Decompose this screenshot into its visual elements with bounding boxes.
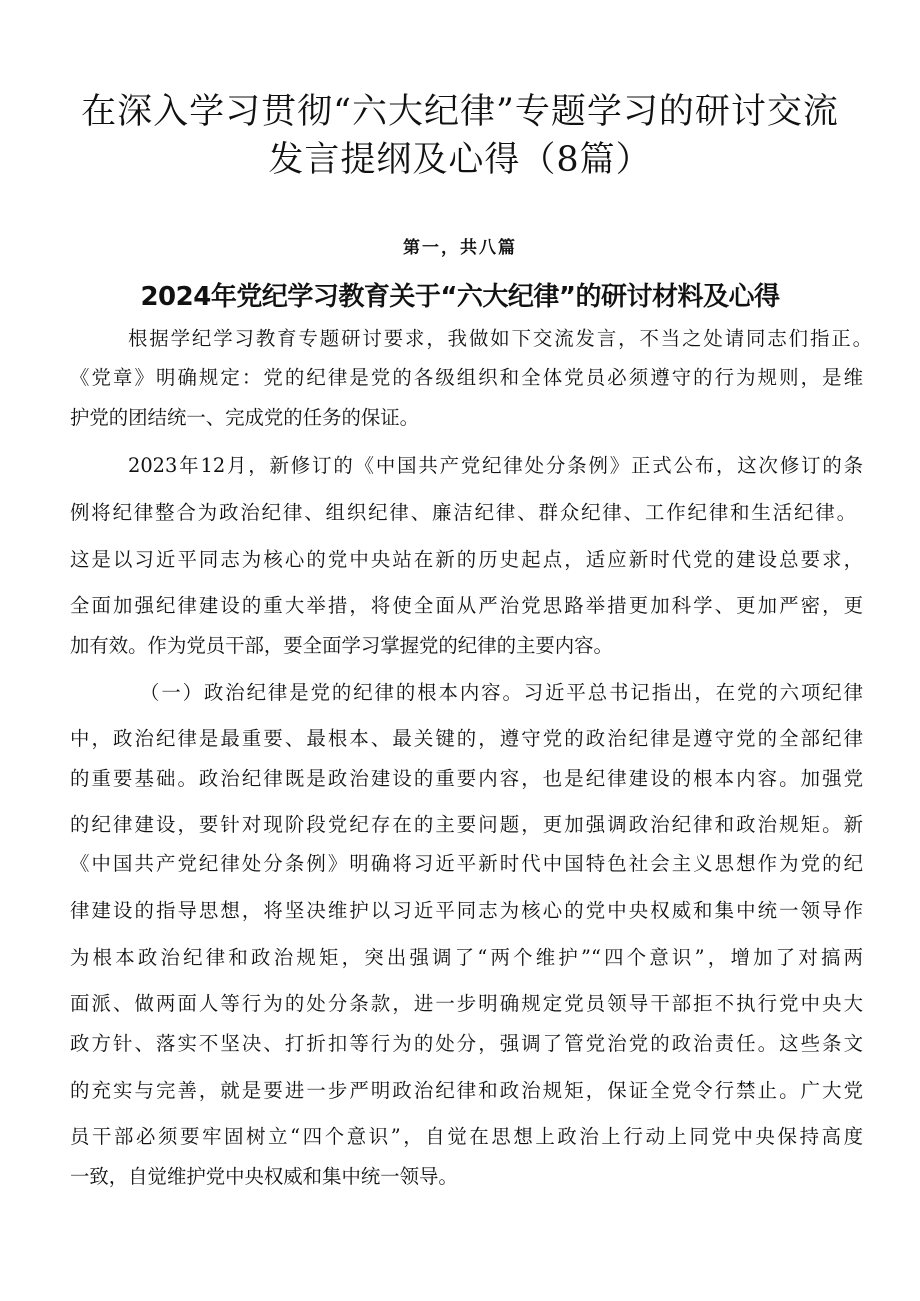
- paragraph-3-line-8: 面派、做两面人等行为的处分条款，进一步明确规定党员领导干部拒不执行党中央大: [70, 992, 863, 1015]
- paragraph-3-line-5: 《中国共产党纪律处分条例》明确将习近平新时代中国特色社会主义思想作为党的纪: [70, 852, 863, 875]
- paragraph-2-line-5: 加有效。作为党员干部，要全面学习掌握党的纪律的主要内容。: [70, 634, 613, 657]
- paragraph-3-line-7: 为根本政治纪律和政治规矩，突出强调了“两个维护”“四个意识”，增加了对搞两: [70, 946, 863, 969]
- paragraph-1-line-2: 《党章》明确规定：党的纪律是党的各级组织和全体党员必须遵守的行为规则，是维: [70, 366, 863, 389]
- document-title: [60, 88, 860, 184]
- paragraph-3-line-10: 的充实与完善，就是要进一步严明政治纪律和政治规矩，保证全党令行禁止。广大党: [70, 1079, 863, 1102]
- paragraph-3-line-11: 员干部必须要牢固树立“四个意识”，自觉在思想上政治上行动上同党中央保持高度: [70, 1125, 863, 1148]
- paragraph-3-line-4: 的纪律建设，要针对现阶段党纪存在的主要问题，更加强调政治纪律和政治规矩。新: [70, 813, 863, 836]
- paragraph-3-line-9: 政方针、落实不坚决、打折扣等行为的处分，强调了管党治党的政治责任。这些条文: [70, 1032, 863, 1055]
- paragraph-3-line-3: 的重要基础。政治纪律既是政治建设的重要内容，也是纪律建设的根本内容。加强党: [70, 767, 863, 790]
- part-label: 第一，共八篇: [403, 238, 517, 258]
- document-title-line-1: 在深入学习贯彻“六大纪律”专题学习的研讨交流: [81, 92, 839, 132]
- paragraph-2-line-2: 例将纪律整合为政治纪律、组织纪律、廉洁纪律、群众纪律、工作纪律和生活纪律。: [70, 501, 856, 524]
- paragraph-3-line-2: 中，政治纪律是最重要、最根本、最关键的，遵守党的政治纪律是遵守党的全部纪律: [70, 727, 863, 750]
- paragraph-2-line-1: 2023年12月，新修订的《中国共产党纪律处分条例》正式公布，这次修订的条: [128, 454, 863, 477]
- paragraph-1-line-1: 根据学纪学习教育专题研讨要求，我做如下交流发言，不当之处请同志们指正。: [128, 327, 872, 350]
- paragraph-2-line-4: 全面加强纪律建设的重大举措，将使全面从严治党思路举措更加科学、更加严密，更: [70, 594, 863, 617]
- paragraph-2-line-3: 这是以习近平同志为核心的党中央站在新的历史起点，适应新时代党的建设总要求，: [70, 548, 863, 571]
- paragraph-1-line-3: 护党的团结统一、完成党的任务的保证。: [70, 406, 420, 429]
- paragraph-3-line-6: 律建设的指导思想，将坚决维护以习近平同志为核心的党中央权威和集中统一领导作: [70, 899, 863, 922]
- paragraph-3-line-12: 一致，自觉维护党中央权威和集中统一领导。: [70, 1165, 458, 1188]
- paragraph-3-line-1: （一）政治纪律是党的纪律的根本内容。习近平总书记指出，在党的六项纪律: [140, 681, 863, 704]
- document-title-line-2: 发言提纲及心得（8篇）: [268, 140, 652, 180]
- section-title: 2024年党纪学习教育关于“六大纪律”的研讨材料及心得: [140, 282, 780, 312]
